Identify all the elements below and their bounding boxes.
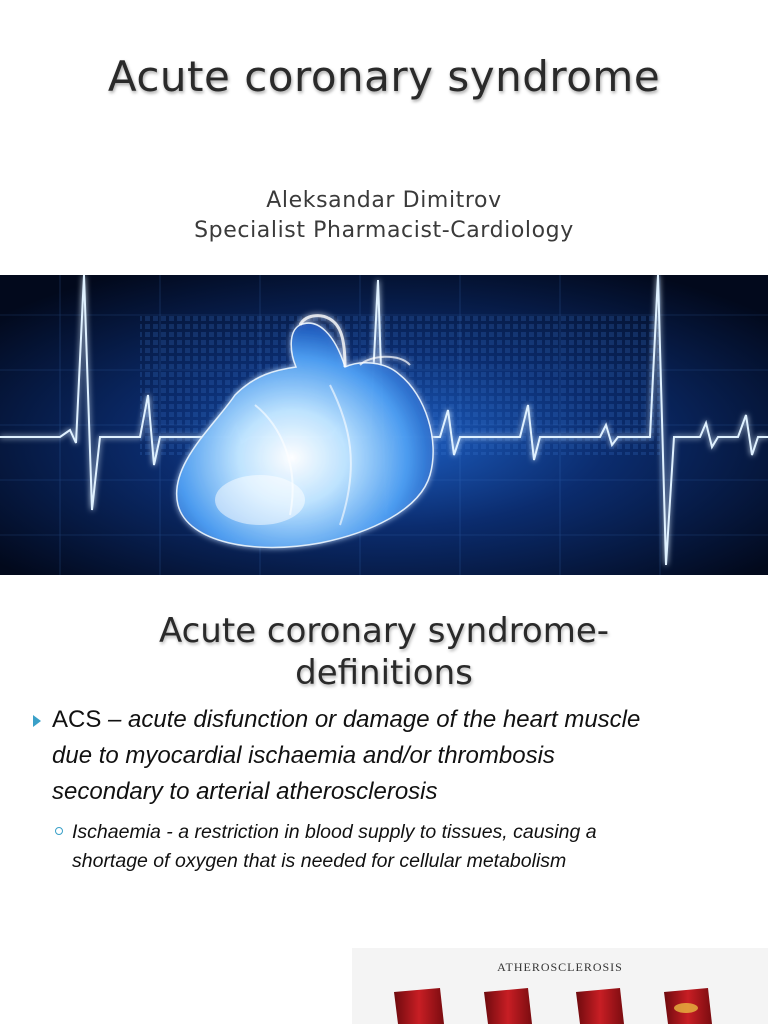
triangle-right-icon	[33, 715, 41, 727]
author-block	[0, 186, 768, 246]
artery-illustrations	[352, 948, 768, 1024]
bullet-acs	[52, 702, 652, 810]
title-line-2: definitions	[295, 653, 473, 693]
sub-bullet-ischaemia: Ischaemia - a restriction in blood supply to tissues, causing a shortage of oxygen that is needed for cellular metabolism	[72, 821, 597, 872]
slide-title: Acute coronary syndrome	[107, 52, 661, 101]
slide-title	[0, 610, 768, 694]
title-line-1: Acute coronary syndrome-	[158, 611, 610, 651]
circle-outline-icon	[55, 827, 63, 835]
bullet-definition: – acute disfunction or damage of the heart muscle due to myocardial ischaemia and/or thrombosis secondary to arterial atherosclerosis	[52, 706, 641, 805]
definitions-slide	[0, 580, 768, 1024]
author-role: Specialist Pharmacist-Cardiology	[194, 218, 574, 243]
bullet-term: ACS	[52, 706, 102, 733]
heart-ecg-banner	[0, 275, 768, 575]
image-label: ATHEROSCLEROSIS	[497, 960, 623, 974]
atherosclerosis-image	[352, 948, 768, 1024]
author-name: Aleksandar Dimitrov	[266, 188, 502, 213]
